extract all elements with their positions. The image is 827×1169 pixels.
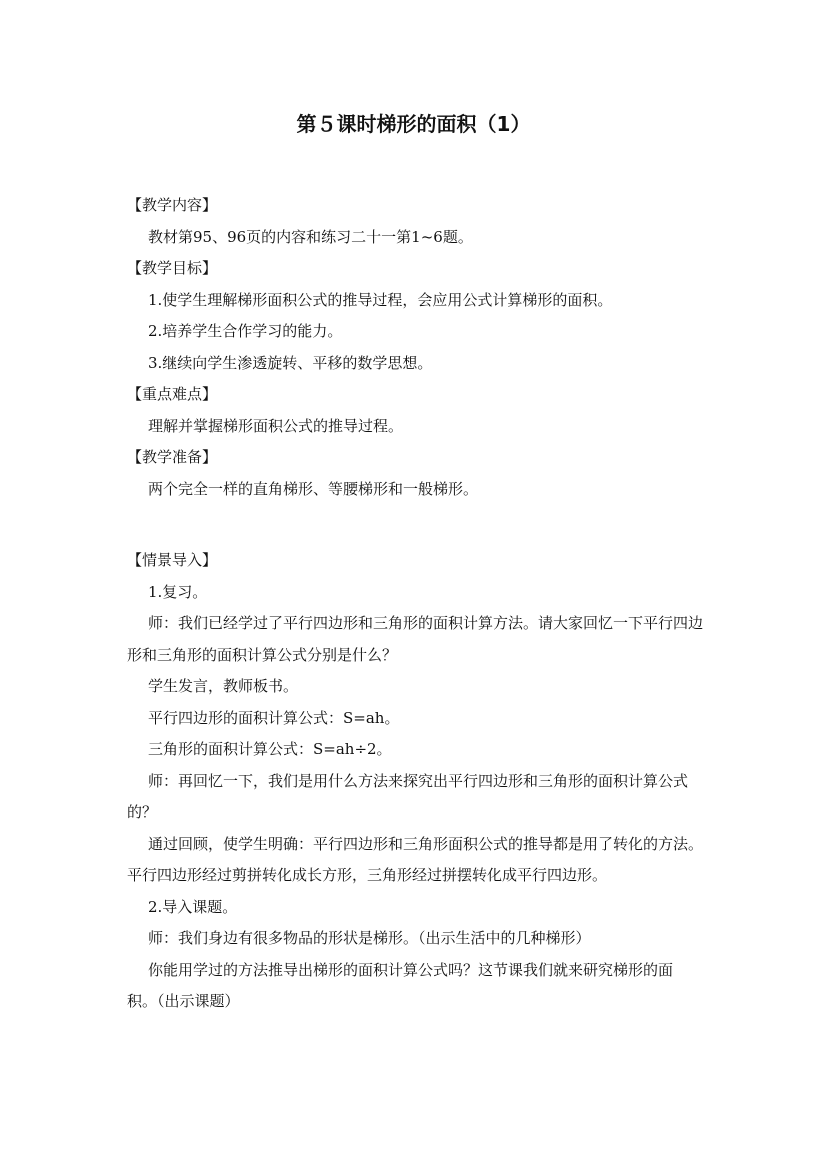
- section-spacer: [127, 505, 703, 545]
- goals-heading: 【教学目标】: [127, 259, 218, 277]
- goal-item: 3.继续向学生渗透旋转、平移的数学思想。: [148, 353, 433, 372]
- document-body: [127, 190, 703, 1018]
- intro-paragraph: 你能用学过的方法推导出梯形的面积计算公式吗？这节课我们就来研究梯形的面积。（出示课题）: [127, 960, 674, 1010]
- intro-paragraph: 通过回顾，使学生明确：平行四边形和三角形面积公式的推导都是用了转化的方法。平行四边形经过剪拼转化成长方形，三角形经过拼摆转化成平行四边形。: [127, 834, 704, 884]
- goal-item: 1.使学生理解梯形面积公式的推导过程，会应用公式计算梯形的面积。: [148, 290, 613, 309]
- content-text: 教材第95、96页的内容和练习二十一第1~6题。: [148, 227, 473, 246]
- intro-heading: 【情景导入】: [127, 551, 218, 569]
- document-title: 第５课时梯形的面积（1）: [296, 112, 531, 136]
- intro-paragraph: 师：我们已经学过了平行四边形和三角形的面积计算方法。请大家回忆一下平行四边形和三角形的面积计算公式分别是什么？: [127, 614, 704, 664]
- prep-text: 两个完全一样的直角梯形、等腰梯形和一般梯形。: [148, 479, 479, 498]
- goal-item: 2.培养学生合作学习的能力。: [148, 322, 343, 340]
- content-heading: 【教学内容】: [127, 196, 218, 214]
- intro-paragraph: 平行四边形的面积计算公式：S=ah。: [148, 708, 400, 727]
- intro-step: 2.导入课题。: [148, 897, 238, 916]
- intro-paragraph: 师：再回忆一下，我们是用什么方法来探究出平行四边形和三角形的面积计算公式的？: [127, 771, 689, 821]
- intro-step: 1.复习。: [148, 582, 208, 601]
- intro-paragraph: 学生发言，教师板书。: [148, 677, 299, 695]
- key-text: 理解并掌握梯形面积公式的推导过程。: [148, 416, 404, 435]
- intro-paragraph: 三角形的面积计算公式：S=ah÷2。: [148, 740, 392, 758]
- prep-heading: 【教学准备】: [127, 448, 218, 466]
- intro-paragraph: 师：我们身边有很多物品的形状是梯形。（出示生活中的几种梯形）: [148, 929, 591, 947]
- key-heading: 【重点难点】: [127, 385, 218, 403]
